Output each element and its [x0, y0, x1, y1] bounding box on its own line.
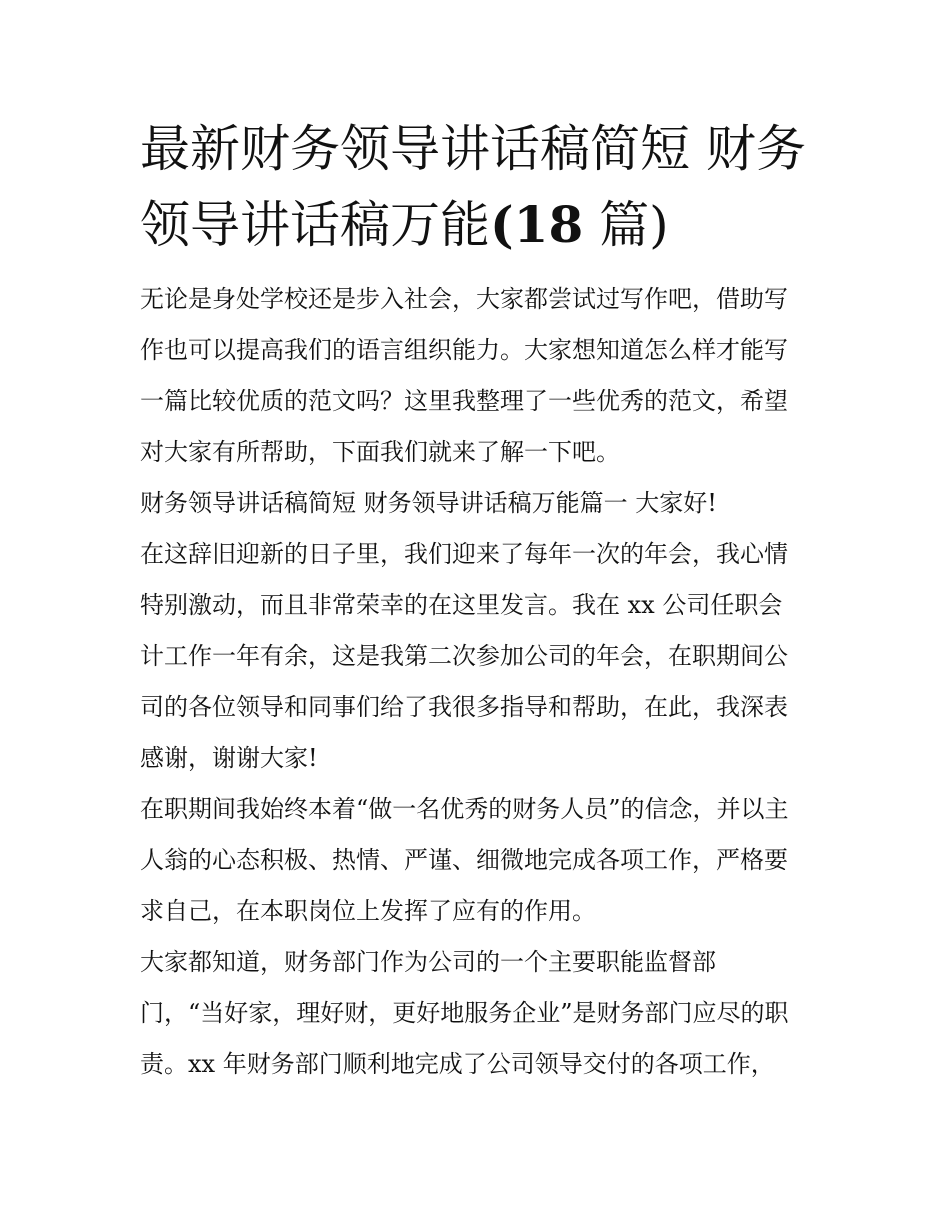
body-line: 大家都知道，财务部门作为公司的一个主要职能监督部: [140, 948, 716, 976]
body-line: 作也可以提高我们的语言组织能力。大家想知道怎么样才能写: [140, 336, 788, 364]
body-line: 人翁的心态积极、热情、严谨、细微地完成各项工作，严格要: [140, 846, 788, 874]
section-heading: 财务领导讲话稿简短 财务领导讲话稿万能篇一 大家好!: [140, 489, 717, 517]
body-line: 在职期间我始终本着“做一名优秀的财务人员”的信念，并以主: [140, 795, 789, 823]
title-line-2-number: (18: [490, 195, 584, 254]
title-line-2-suffix: 篇): [583, 196, 669, 254]
title-line-1: 最新财务领导讲话稿简短 财务: [140, 120, 806, 178]
body-line: 对大家有所帮助，下面我们就来了解一下吧。: [140, 438, 620, 466]
body-line: 无论是身处学校还是步入社会，大家都尝试过写作吧，借助写: [140, 285, 788, 313]
body-line: 司的各位领导和同事们给了我很多指导和帮助，在此，我深表: [140, 693, 788, 721]
body-line: 在这辞旧迎新的日子里，我们迎来了每年一次的年会，我心情: [140, 540, 788, 568]
body-line: 感谢，谢谢大家!: [140, 744, 318, 772]
title-line-2-prefix: 领导讲话稿万能: [140, 196, 490, 254]
body-line: 一篇比较优质的范文吗？这里我整理了一些优秀的范文，希望: [140, 387, 788, 415]
document-title: [140, 112, 820, 263]
body-line: 门，“当好家，理好财，更好地服务企业”是财务部门应尽的职: [140, 999, 789, 1027]
body-line: 特别激动，而且非常荣幸的在这里发言。我在 xx 公司任职会: [140, 591, 783, 619]
body-line: 责。xx 年财务部门顺利地完成了公司领导交付的各项工作，: [140, 1050, 775, 1078]
body-line: 计工作一年有余，这是我第二次参加公司的年会，在职期间公: [140, 642, 788, 670]
body-line: 求自己，在本职岗位上发挥了应有的作用。: [140, 897, 596, 925]
